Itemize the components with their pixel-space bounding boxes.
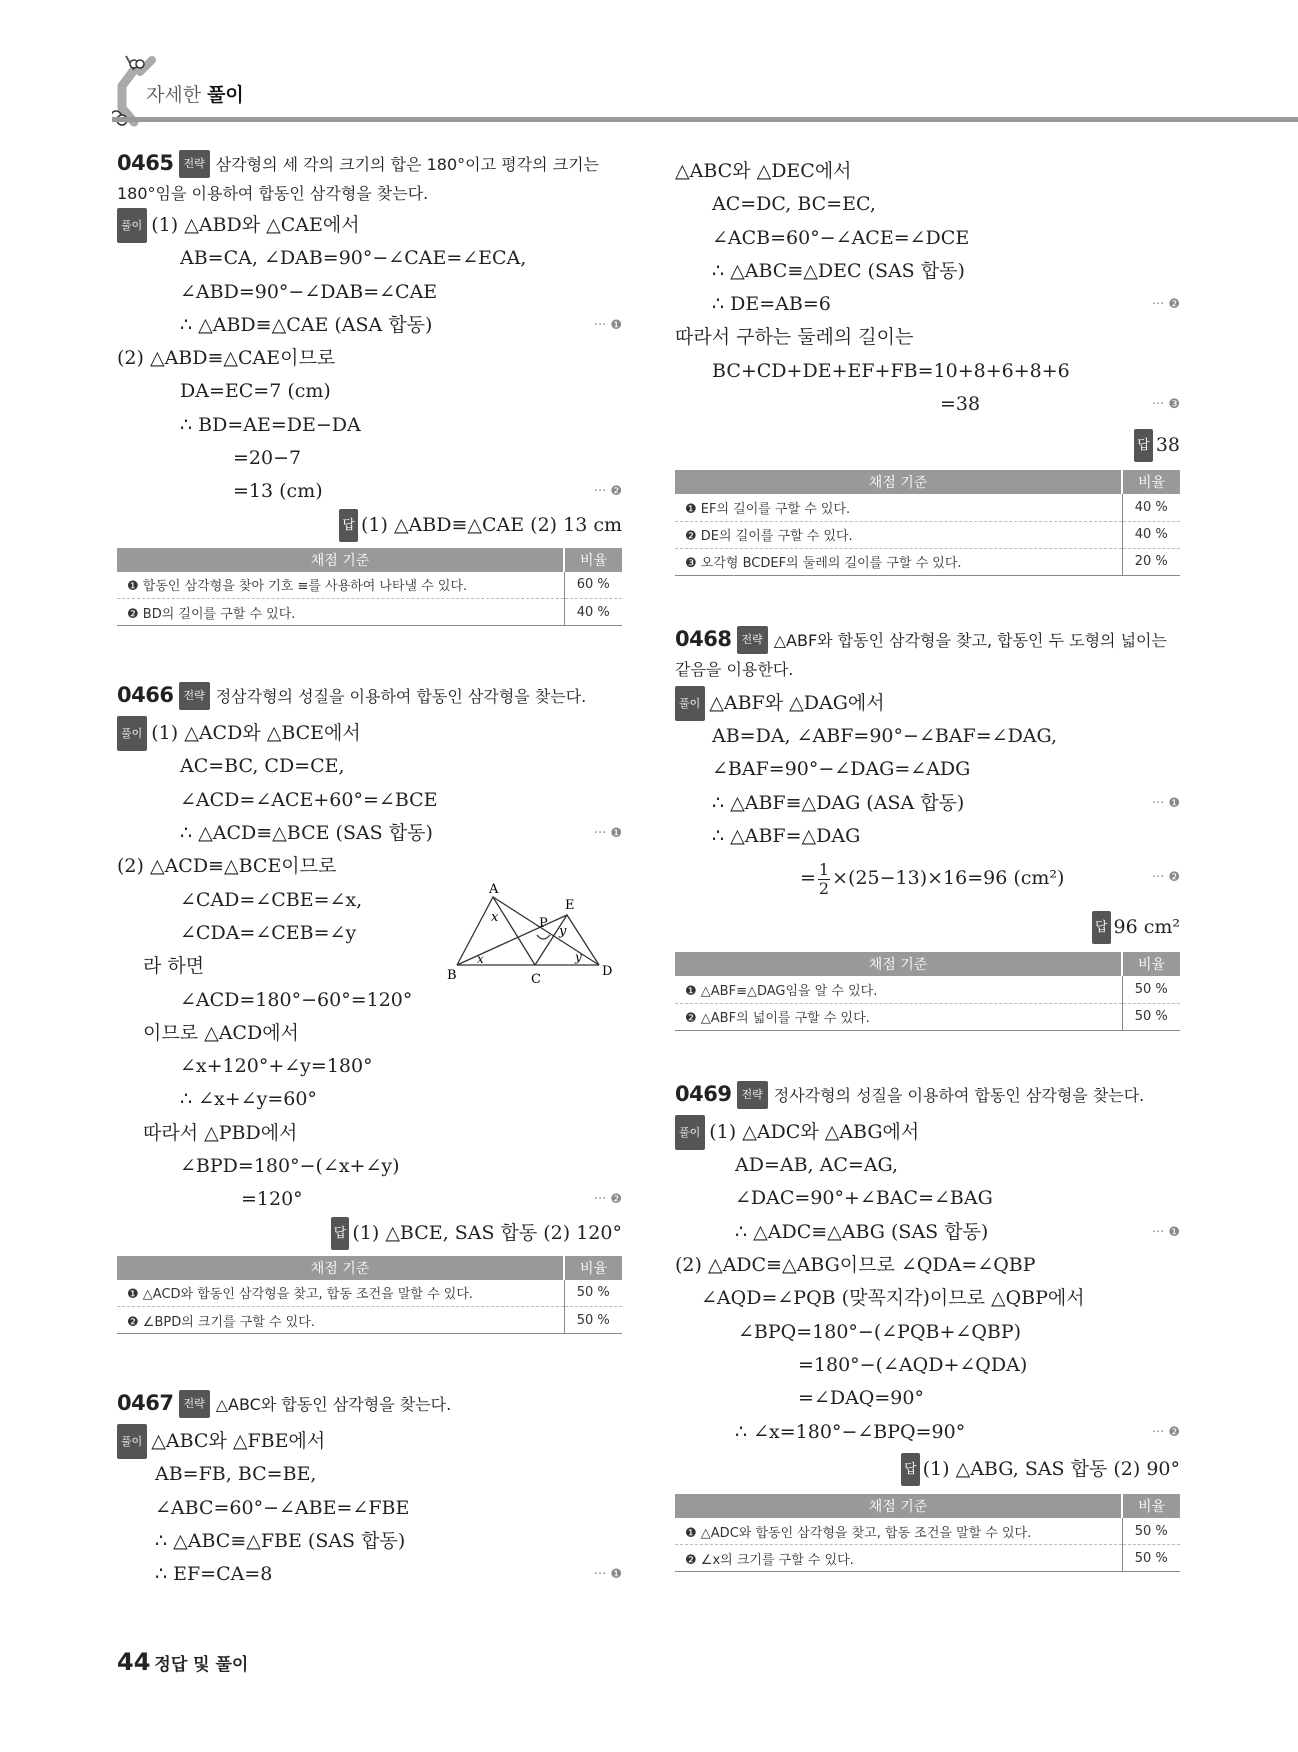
solution-line: ∴ ∠x=180°−∠BPQ=90° ··· ❷ <box>735 1420 1180 1443</box>
scoring-table: 채점 기준 비율 ❶ 합동인 삼각형을 찾아 기호 ≡를 사용하여 나타낼 수 있다. 60 % ❷ BD의 길이를 구할 수 있다. 40 % <box>117 548 622 627</box>
solution-line: ∴ BD=AE=DE−DA <box>180 413 361 436</box>
solution-line: 라 하면 <box>143 955 205 978</box>
solution-line: 풀이 △ABF와 △DAG에서 <box>675 687 1180 720</box>
solution-line: =13 (cm) ··· ❷ <box>233 480 622 503</box>
solution-line: ∴ △ADC≡△ABG (SAS 합동) ··· ❶ <box>735 1220 1180 1243</box>
solution-line: ∠CAD=∠CBE=∠x, <box>180 888 363 911</box>
answer: 답 (1) △BCE, SAS 합동 (2) 120° <box>117 1217 622 1250</box>
scoring-table: 채점 기준 비율 ❶ △ABF≡△DAG임을 알 수 있다. 50 % ❷ △ABF의 넓이를 구할 수 있다. 50 % <box>675 952 1180 1031</box>
solution-line: AB=FB, BC=BE, <box>155 1463 317 1486</box>
angle-x-top: x <box>491 910 499 926</box>
angle-y-bottom: y <box>575 950 582 965</box>
problem-0465 <box>117 150 622 626</box>
label-p: P <box>539 916 548 932</box>
solution-line: BC+CD+DE+EF+FB=10+8+6+8+6 <box>712 359 1070 382</box>
solution-line: ∠ACB=60°−∠ACE=∠DCE <box>712 226 970 249</box>
table-row: ❷ △ABF의 넓이를 구할 수 있다. 50 % <box>675 1003 1180 1030</box>
solution-line: ∴ EF=CA=8 ··· ❶ <box>155 1563 622 1586</box>
problem-head: 0466 전략 정삼각형의 성질을 이용하여 합동인 삼각형을 찾는다. <box>117 682 622 713</box>
problem-head: 0465 전략 삼각형의 세 각의 크기의 합은 180°이고 평각의 크기는 180°임을 이용하여 합동인 삼각형을 찾는다. <box>117 151 599 203</box>
solution-line: DA=EC=7 (cm) <box>180 380 331 403</box>
table-row: ❷ BD의 길이를 구할 수 있다. 40 % <box>117 599 622 626</box>
answer: 답 38 <box>675 429 1180 462</box>
problem-head: 0467 전략 △ABC와 합동인 삼각형을 찾는다. <box>117 1390 622 1421</box>
table-row: ❷ ∠BPD의 크기를 구할 수 있다. 50 % <box>117 1307 622 1334</box>
table-row: ❷ DE의 길이를 구할 수 있다. 40 % <box>675 521 1180 548</box>
header-title: 자세한 풀이 <box>146 84 244 106</box>
solution-line: AB=DA, ∠ABF=90°−∠BAF=∠DAG, <box>712 725 1058 748</box>
solution-line: ∴ △ABF≡△DAG (ASA 합동) ··· ❶ <box>712 791 1180 814</box>
solution-line: △ABC와 △DEC에서 <box>675 160 852 182</box>
scoring-table: 채점 기준 비율 ❶ △ADC와 합동인 삼각형을 찾고, 합동 조건을 말할 수 있다. 50 % ❷ ∠x의 크기를 구할 수 있다. 50 % <box>675 1494 1180 1573</box>
table-row: ❶ 합동인 삼각형을 찾아 기호 ≡를 사용하여 나타낼 수 있다. 60 % <box>117 572 622 599</box>
table-row: ❶ EF의 길이를 구할 수 있다. 40 % <box>675 494 1180 521</box>
solution-line: =∠DAQ=90° <box>798 1387 924 1410</box>
solution-line: ∠DAC=90°+∠BAC=∠BAG <box>735 1187 993 1210</box>
solution-line: =20−7 <box>233 447 302 470</box>
solution-line: AC=BC, CD=CE, <box>180 755 345 778</box>
angle-y-top: y <box>559 924 567 940</box>
solution-line: 따라서 △PBD에서 <box>143 1121 298 1144</box>
solution-line: =120° ··· ❷ <box>241 1188 622 1211</box>
answer: 답 96 cm² <box>675 911 1180 944</box>
footer-label: 정답 및 풀이 <box>154 1655 249 1675</box>
solution-line: ∴ △ABF=△DAG <box>712 825 861 848</box>
solution-line: ∠ABC=60°−∠ABE=∠FBE <box>155 1496 410 1519</box>
table-row: ❸ 오각형 BCDEF의 둘레의 길이를 구할 수 있다. 20 % <box>675 548 1180 575</box>
solution-line: ∴ ∠x+∠y=60° <box>180 1088 317 1111</box>
table-row: ❶ △ACD와 합동인 삼각형을 찾고, 합동 조건을 말할 수 있다. 50 % <box>117 1280 622 1307</box>
angle-x-bottom: x <box>477 952 484 967</box>
right-column <box>675 155 1180 1572</box>
solution-line: ∠BPQ=180°−(∠PQB+∠QBP) <box>738 1320 1022 1343</box>
solution-line: ∠BPD=180°−(∠x+∠y) <box>180 1155 400 1178</box>
problem-0469 <box>675 1081 1180 1572</box>
problem-0467-continued <box>675 155 1180 576</box>
problem-0467 <box>117 1390 622 1591</box>
solution-line: 풀이 △ABC와 △FBE에서 <box>117 1425 622 1458</box>
solution-line: ∴ △ACD≡△BCE (SAS 합동) ··· ❶ <box>180 822 622 845</box>
label-e: E <box>565 898 575 914</box>
solution-line: ∠AQD=∠PQB (맞꼭지각)이므로 △QBP에서 <box>701 1287 1085 1310</box>
problem-head: 0469 전략 정사각형의 성질을 이용하여 합동인 삼각형을 찾는다. <box>675 1081 1180 1112</box>
scoring-table: 채점 기준 비율 ❶ EF의 길이를 구할 수 있다. 40 % ❷ DE의 길이를 구할 수 있다. 40 % ❸ 오각형 BCDEF의 둘레의 길이를 구할 수 있다. 20 % <box>675 470 1180 576</box>
angle-arc-p <box>537 935 550 939</box>
left-column <box>117 150 622 1592</box>
table-row: ❶ △ABF≡△DAG임을 알 수 있다. 50 % <box>675 976 1180 1003</box>
label-a: A <box>489 882 499 898</box>
problem-head: 0468 전략 △ABF와 합동인 삼각형을 찾고, 합동인 두 도형의 넓이는 같음을 이용한다. <box>675 626 1167 679</box>
solution-line: ∠ACD=180°−60°=120° <box>180 988 413 1011</box>
solution-line: =180°−(∠AQD+∠QDA) <box>798 1353 1028 1376</box>
solution-line: 풀이 (1) △ACD와 △BCE에서 <box>117 717 622 750</box>
solution-line: AD=AB, AC=AG, <box>735 1154 899 1177</box>
triangle-figure <box>447 877 627 987</box>
answer: 답 (1) △ABG, SAS 합동 (2) 90° <box>675 1453 1180 1486</box>
solution-line: (2) △ADC≡△ABG이므로 ∠QDA=∠QBP <box>675 1254 1036 1277</box>
label-d: D <box>602 964 613 980</box>
solution-line: ∠ACD=∠ACE+60°=∠BCE <box>180 788 438 811</box>
triangle-abc <box>457 897 535 965</box>
solution-line: ∠ABD=90°−∠DAB=∠CAE <box>180 280 438 303</box>
solution-line: 이므로 △ACD에서 <box>143 1021 299 1044</box>
solution-line: ∴ △ABC≡△DEC (SAS 합동) <box>712 259 965 282</box>
solution-line: = $\frac{1}{2}$ ×(25−13)×16=96 (cm²) ··· ❷ <box>800 859 1180 898</box>
segment-ad <box>493 897 599 965</box>
table-row: ❷ ∠x의 크기를 구할 수 있다. 50 % <box>675 1545 1180 1572</box>
solution-line: 풀이 (1) △ADC와 △ABG에서 <box>675 1116 1180 1149</box>
solution-line: ∴ △ABD≡△CAE (ASA 합동) ··· ❶ <box>180 313 622 336</box>
solution-line: (2) △ABD≡△CAE이므로 <box>117 347 336 370</box>
solution-line: AB=CA, ∠DAB=90°−∠CAE=∠ECA, <box>180 247 527 270</box>
fraction: $\frac{1}{2}$ <box>818 859 830 898</box>
solution-line: ∴ DE=AB=6 ··· ❷ <box>712 293 1180 316</box>
solution-line: (2) △ACD≡△BCE이므로 <box>117 855 337 878</box>
label-b: B <box>447 968 457 984</box>
solution-line: ∠x+120°+∠y=180° <box>180 1055 373 1078</box>
solution-line: =38 ··· ❸ <box>940 393 1180 416</box>
solution-line: AC=DC, BC=EC, <box>712 193 876 216</box>
header-rule <box>112 117 1298 122</box>
problem-0466 <box>117 682 622 1334</box>
solution-line: ∠BAF=90°−∠DAG=∠ADG <box>712 758 971 781</box>
solution-line: 풀이 (1) △ABD와 △CAE에서 <box>117 209 622 242</box>
page-number: 44 <box>117 1648 151 1676</box>
solution-line: ∠CDA=∠CEB=∠y <box>180 921 357 944</box>
problem-0468 <box>675 626 1180 1031</box>
label-c: C <box>531 972 541 988</box>
table-row: ❶ △ADC와 합동인 삼각형을 찾고, 합동 조건을 말할 수 있다. 50 % <box>675 1518 1180 1545</box>
answer: 답 (1) △ABD≡△CAE (2) 13 cm <box>117 509 622 542</box>
page-footer <box>117 1648 248 1676</box>
scoring-table: 채점 기준 비율 ❶ △ACD와 합동인 삼각형을 찾고, 합동 조건을 말할 수 있다. 50 % ❷ ∠BPD의 크기를 구할 수 있다. 50 % <box>117 1256 622 1335</box>
solution-line: 따라서 구하는 둘레의 길이는 <box>675 326 914 349</box>
solution-line: ∴ △ABC≡△FBE (SAS 합동) <box>155 1530 406 1553</box>
